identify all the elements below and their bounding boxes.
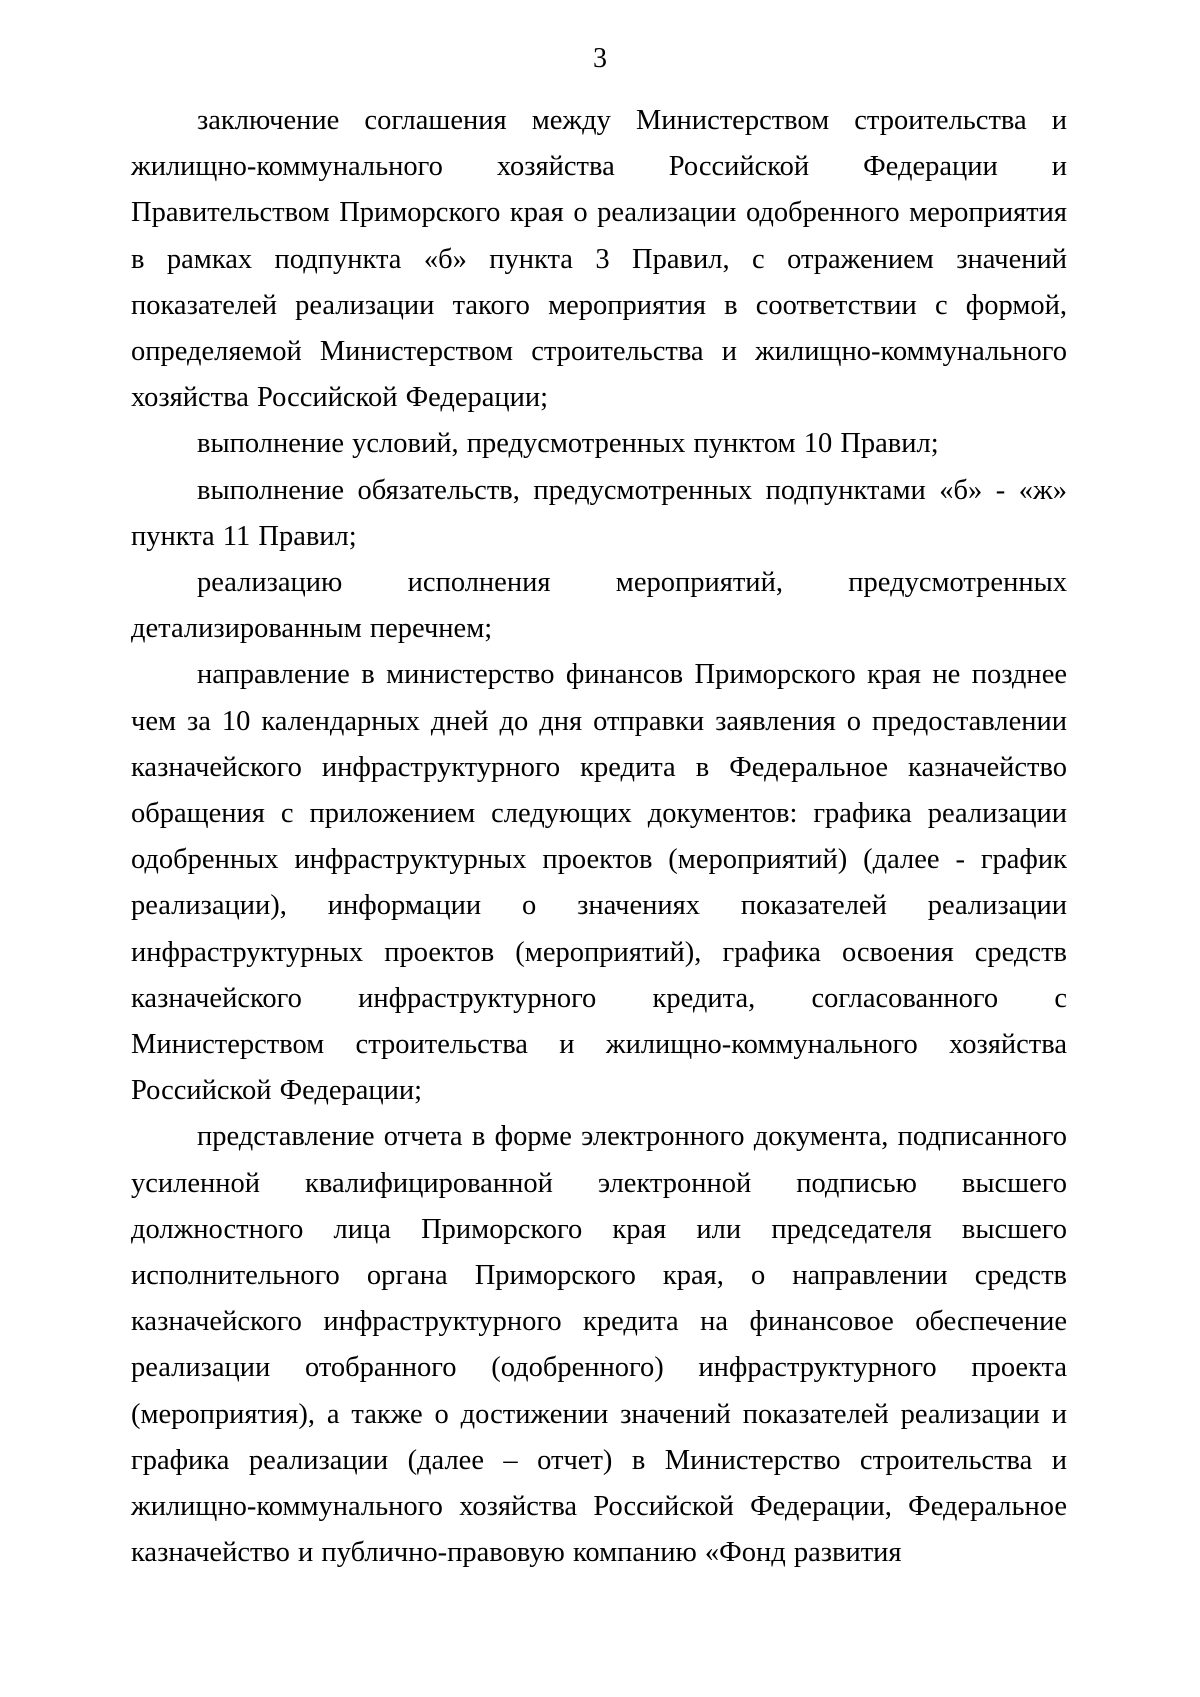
paragraph-finance-ministry-submission: направление в министерство финансов Приморского края не позднее чем за 10 календарных дней до дня отправки заявления о предоставлении казначейского инфраструктурного кредита в Федеральное казначейство обращения с приложением следующих документов: графика реализации одобренных инфраструктурных проектов (мероприятий) (далее - график реализации), информации о значениях показателей реализации инфраструктурных проектов (мероприятий), графика освоения средств казначейского инфраструктурного кредита, согласованного с Министерством строительства и жилищно-коммунального хозяйства Российской Федерации;: [131, 659, 1067, 1107]
page-number: 3: [593, 43, 607, 74]
paragraph-conditions-clause10: выполнение условий, предусмотренных пунктом 10 Правил;: [197, 428, 939, 460]
paragraph-report-submission: представление отчета в форме электронного документа, подписанного усиленной квалифицированной электронной подписью высшего должностного лица Приморского края или председателя высшего исполнительного органа Приморского края, о направлении средств казначейского инфраструктурного кредита на финансовое обеспечение реализации отобранного (одобренного) инфраструктурного проекта (мероприятия), а также о достижении значений показателей реализации и графика реализации (далее – отчет) в Министерство строительства и жилищно-коммунального хозяйства Российской Федерации, Федеральное казначейство и публично-правовую компанию «Фонд развития: [131, 1121, 1067, 1569]
document-body: [131, 98, 1067, 1577]
paragraph-detailed-list-implementation: реализацию исполнения мероприятий, предусмотренных детализированным перечнем;: [131, 567, 1067, 645]
paragraph-agreement-conclusion: заключение соглашения между Министерством строительства и жилищно-коммунального хозяйства Российской Федерации и Правительством Приморского края о реализации одобренного мероприятия в рамках подпункта «б» пункта 3 Правил, с отражением значений показателей реализации такого мероприятия в соответствии с формой, определяемой Министерством строительства и жилищно-коммунального хозяйства Российской Федерации;: [131, 105, 1067, 414]
paragraph-obligations-clause11: выполнение обязательств, предусмотренных подпунктами «б» - «ж» пункта 11 Правил;: [131, 474, 1067, 552]
